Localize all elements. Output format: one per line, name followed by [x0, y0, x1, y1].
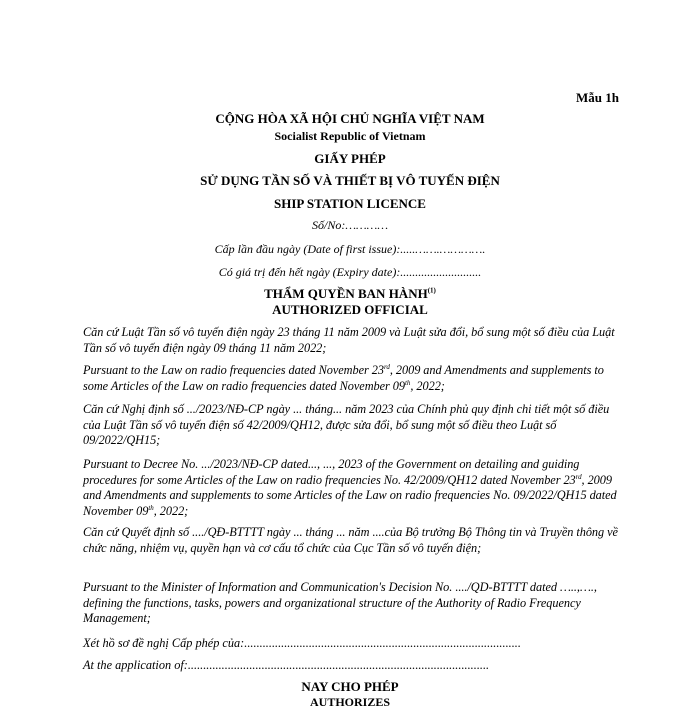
legal-basis-decree-vi: Căn cứ Nghị định số .../2023/NĐ-CP ngày ... tháng... năm 2023 của Chính phủ quy định chi tiết một số điều của Luật Tần số vô tuyến điện số 42/2009/QH12, được sửa đổi, bổ sung một số điều theo Luật số 09/2022/QH15; — [83, 402, 610, 448]
country-name-vi: CỘNG HÒA XÃ HỘI CHỦ NGHĨA VIỆT NAM — [215, 111, 485, 126]
applicant-field-en: At the application of:.................................................................................................. — [83, 658, 490, 672]
legal-basis-decision-vi: Căn cứ Quyết định số ..../QĐ-BTTTT ngày ... tháng ... năm ....của Bộ trưởng Bộ Thông tin và Truyền thông về chức năng, nhiệm vụ, quyền hạn và cơ cấu tổ chức của Cục Tần số vô tuyến điện; — [83, 525, 618, 555]
legal-basis-law-vi: Căn cứ Luật Tần số vô tuyến điện ngày 23 tháng 11 năm 2009 và Luật sửa đổi, bổ sung một số điều của Luật Tần số vô tuyến điện ngày 09 tháng 11 năm 2022; — [83, 325, 615, 355]
document-title-vi: GIẤY PHÉP — [314, 151, 386, 166]
authority-heading-vi — [0, 286, 700, 302]
form-code: Mẫu 1h — [576, 90, 619, 105]
document-subtitle-vi: SỬ DỤNG TẦN SỐ VÀ THIẾT BỊ VÔ TUYẾN ĐIỆN — [200, 173, 500, 188]
applicant-field-vi: Xét hồ sơ đề nghị Cấp phép của:.......................................................................................... — [83, 636, 521, 650]
legal-basis-law-en: Pursuant to the Law on radio frequencies dated November 23rd, 2009 and Amendments and supplements to some Articles of the Law on radio frequencies dated November 09th, 2022; — [83, 362, 604, 393]
licence-number: Số/No:………… — [311, 218, 388, 232]
legal-basis-decree-en: Pursuant to Decree No. .../2023/NĐ-CP dated..., ..., 2023 of the Government on detailing and guiding procedures for some Articles of the Law on radio frequencies No. 42/2009/QH12 dated November 23rd, 2009 and Amendments and supplements to some Articles of the Law on radio frequencies No. 09/2022/QH15 dated November 09th, 2022; — [83, 457, 617, 518]
permit-heading-vi: NAY CHO PHÉP — [301, 679, 399, 694]
authority-heading-text: THẨM QUYỀN BAN HÀNH — [264, 286, 428, 301]
footnote-marker: (1) — [427, 286, 436, 295]
legal-basis-decision-en: Pursuant to the Minister of Information and Communication's Decision No. ..../QD-BTTTT dated …..,…., defining the functions, tasks, powers and organizational structure of the Authority of Radio Frequency Management; — [83, 580, 597, 626]
permit-heading-en: AUTHORIZES — [309, 695, 391, 709]
country-name-en: Socialist Republic of Vietnam — [274, 129, 426, 143]
authority-heading-en: AUTHORIZED OFFICIAL — [272, 302, 428, 317]
expiry-date: Có giá trị đến hết ngày (Expiry date):........................... — [218, 265, 482, 279]
first-issue-date: Cấp lần đầu ngày (Date of first issue):.....…….…………. — [214, 242, 486, 256]
document-title-en: SHIP STATION LICENCE — [274, 196, 426, 211]
